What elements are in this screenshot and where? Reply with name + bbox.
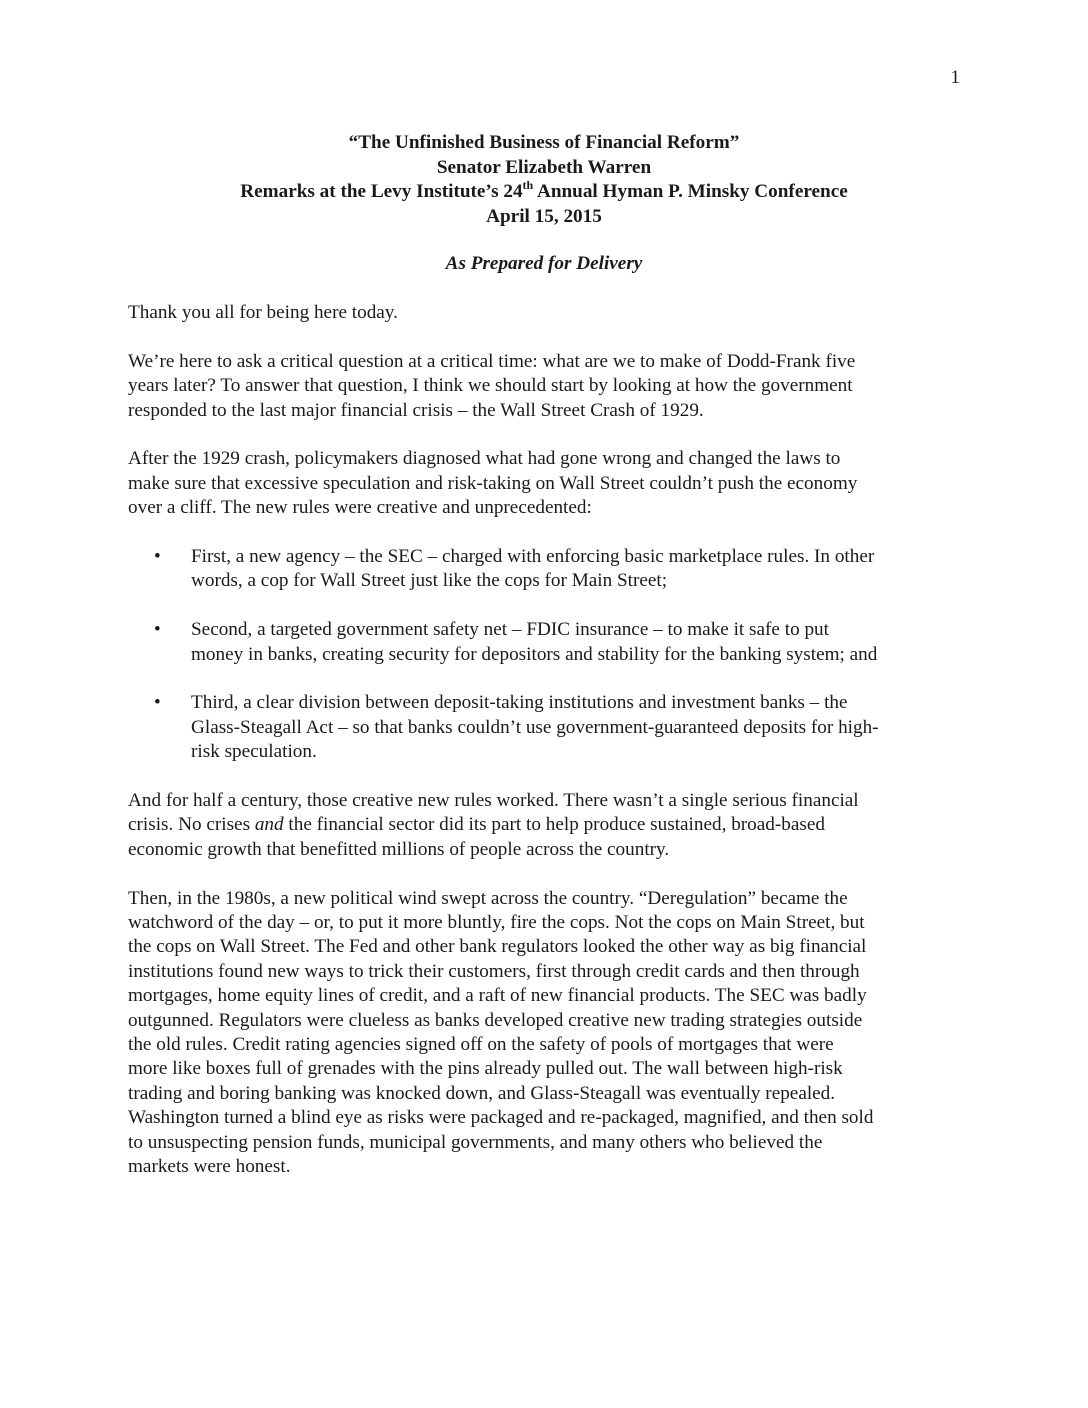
text-line: over a cliff. The new rules were creative and unprecedented: [128, 497, 592, 519]
text-line: years later? To answer that question, I think we should start by looking at how the government [128, 375, 853, 397]
text-segment: crisis. No crises [128, 814, 255, 836]
text-segment: the financial sector did its part to help produce sustained, broad-based [283, 814, 825, 836]
document-header [0, 131, 1088, 229]
text-line: institutions found new ways to trick their customers, first through credit cards and then through [128, 960, 860, 982]
text-line: watchword of the day – or, to put it more bluntly, fire the cops. Not the cops on Main Street, but [128, 912, 865, 934]
emphasis-and: and [254, 814, 284, 836]
event-prefix: Remarks at the Levy Institute’s 24 [240, 181, 523, 203]
text-line: trading and boring banking was knocked down, and Glass-Steagall was eventually repealed. [128, 1082, 836, 1104]
text-line: Washington turned a blind eye as risks were packaged and re-packaged, magnified, and then sold [128, 1107, 874, 1129]
speech-title: “The Unfinished Business of Financial Reform” [348, 132, 740, 153]
event-suffix: Annual Hyman P. Minsky Conference [533, 181, 848, 203]
text-line [128, 813, 968, 837]
delivery-note: As Prepared for Delivery [445, 253, 643, 274]
text-line: money in banks, creating security for depositors and stability for the banking system; and [191, 643, 878, 665]
speaker-name: Senator Elizabeth Warren [436, 156, 652, 178]
paragraph-question [128, 350, 968, 423]
text-line: After the 1929 crash, policymakers diagnosed what had gone wrong and changed the laws to [128, 448, 841, 470]
text-line: Thank you all for being here today. [128, 302, 398, 323]
text-line: outgunned. Regulators were clueless as banks developed creative new trading strategies outside [128, 1009, 863, 1031]
text-line: markets were honest. [128, 1156, 291, 1178]
text-line: to unsuspecting pension funds, municipal governments, and many others who believed the [128, 1131, 823, 1153]
text-line: more like boxes full of grenades with the pins already pulled out. The wall between high-risk [128, 1058, 843, 1080]
bullet-icon: • [154, 546, 161, 568]
text-line: mortgages, home equity lines of credit, and a raft of new financial products. The SEC was badly [128, 985, 867, 1007]
speech-date: April 15, 2015 [486, 205, 602, 227]
text-line: Glass-Steagall Act – so that banks couldn’t use government-guaranteed deposits for high- [191, 716, 879, 738]
text-line: words, a cop for Wall Street just like the cops for Main Street; [191, 570, 668, 592]
text-line: And for half a century, those creative new rules worked. There wasn’t a single serious financial [128, 790, 859, 812]
paragraph-half-century [128, 789, 968, 862]
text-line: the old rules. Credit rating agencies signed off on the safety of pools of mortgages that were [128, 1034, 834, 1056]
page-number: 1 [950, 67, 960, 88]
bullet-icon: • [154, 619, 161, 641]
text-line: Then, in the 1980s, a new political wind swept across the country. “Deregulation” became the [128, 887, 848, 909]
text-line: responded to the last major financial crisis – the Wall Street Crash of 1929. [128, 399, 704, 421]
list-item-fdic [128, 618, 968, 667]
list-item-glass-steagall [128, 691, 968, 764]
ordinal-superscript: th [522, 177, 534, 192]
reform-list [128, 545, 968, 765]
paragraph-thanks [128, 301, 968, 325]
text-line: economic growth that benefitted millions of people across the country. [128, 838, 670, 860]
text-line: We’re here to ask a critical question at a critical time: what are we to make of Dodd-Frank five [128, 350, 856, 372]
event-line [0, 177, 1088, 205]
text-line: Second, a targeted government safety net – FDIC insurance – to make it safe to put [191, 619, 829, 641]
paragraph-deregulation [128, 887, 968, 1180]
bullet-icon: • [154, 692, 161, 714]
text-line: make sure that excessive speculation and risk-taking on Wall Street couldn’t push the economy [128, 472, 858, 494]
text-line: risk speculation. [191, 741, 317, 763]
paragraph-1929-crash [128, 447, 968, 520]
text-line: Third, a clear division between deposit-taking institutions and investment banks – the [191, 692, 848, 714]
speech-body [128, 301, 968, 1204]
list-item-sec [128, 545, 968, 594]
text-line: the cops on Wall Street. The Fed and other bank regulators looked the other way as big financial [128, 936, 867, 958]
text-line: First, a new agency – the SEC – charged with enforcing basic marketplace rules. In other [191, 546, 875, 568]
